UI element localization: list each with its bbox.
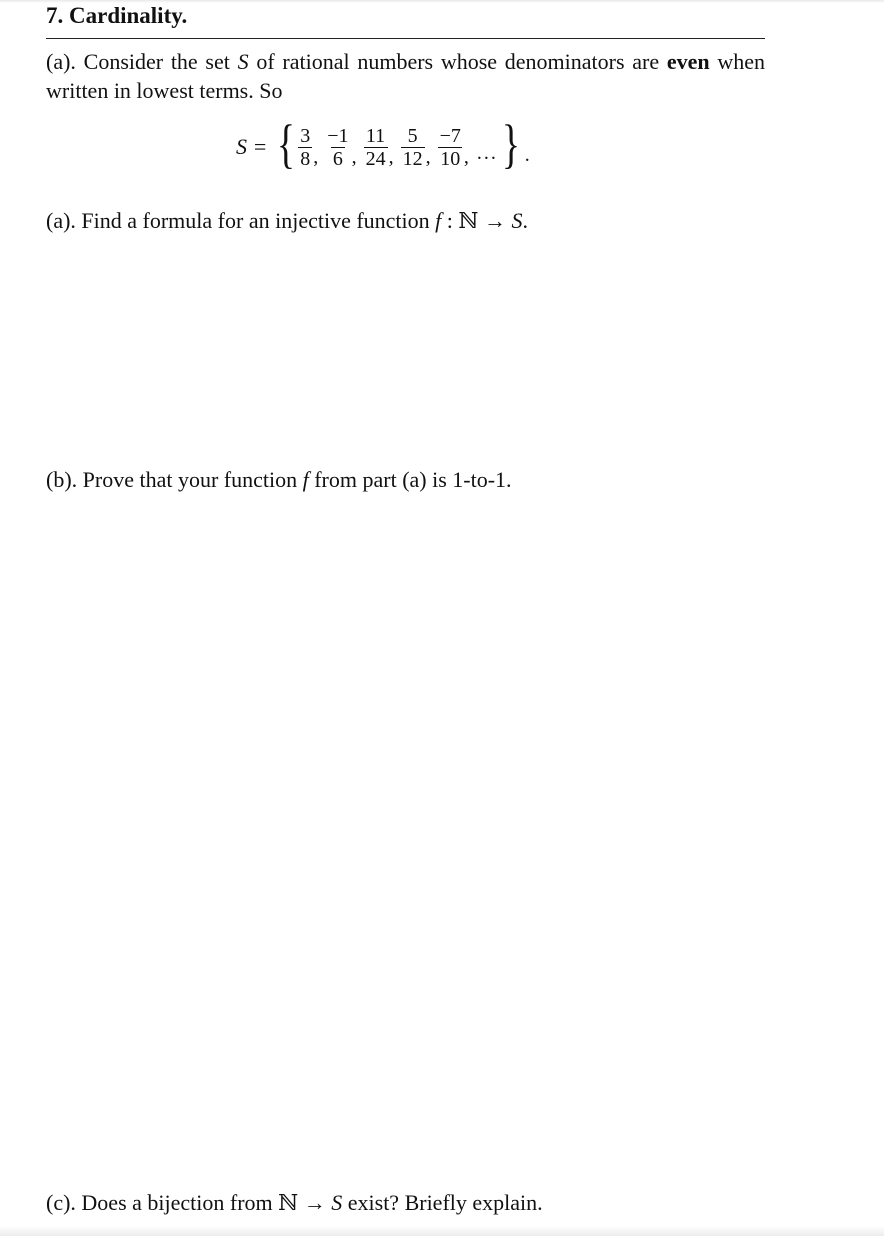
fraction — [438, 125, 463, 170]
numerator: 5 — [407, 124, 418, 147]
comma: , — [388, 145, 394, 168]
problem-title: 7. Cardinality. — [46, 3, 188, 28]
numerator: 11 — [365, 124, 386, 147]
question-b-text: (b). Prove that your function — [46, 467, 303, 492]
set-equation — [236, 114, 530, 180]
intro-text-3: when written in lowest terms. So — [46, 49, 766, 103]
comma: , — [425, 145, 431, 168]
question-c — [46, 1188, 543, 1217]
denominator: 12 — [402, 147, 423, 170]
question-a-text: (a). Find a formula for an injective function — [46, 208, 436, 233]
page-bottom-edge — [0, 1226, 884, 1236]
problem-intro — [46, 47, 765, 105]
ellipsis: ... — [476, 141, 498, 164]
open-brace: { — [277, 114, 296, 174]
fraction — [364, 125, 388, 170]
question-c-text: (c). Does a bijection from ℕ → — [46, 1190, 332, 1215]
equation-lhs: S = — [236, 134, 268, 159]
title-rule — [46, 38, 765, 39]
question-b-end: from part (a) is 1-to-1. — [308, 467, 512, 492]
comma: , — [313, 145, 319, 168]
set-symbol: S — [331, 1190, 343, 1215]
denominator: 10 — [440, 147, 461, 170]
set-symbol: S — [511, 208, 523, 233]
mapping-text: : ℕ → — [441, 208, 512, 233]
question-b — [46, 465, 512, 494]
denominator: 24 — [365, 147, 386, 170]
function-symbol: f — [435, 208, 442, 233]
bold-even: even — [666, 49, 710, 74]
comma: , — [351, 145, 357, 168]
fraction — [401, 125, 425, 170]
close-brace: } — [501, 114, 520, 174]
set-symbol: S — [237, 49, 249, 74]
denominator: 8 — [300, 147, 311, 170]
question-a-end: . — [522, 208, 529, 233]
fraction — [325, 125, 350, 170]
equation-period: . — [524, 143, 530, 166]
numerator: −7 — [439, 124, 461, 147]
function-symbol: f — [302, 467, 309, 492]
numerator: −1 — [327, 124, 349, 147]
intro-text-1: (a). Consider the set — [46, 49, 238, 74]
question-a — [46, 206, 528, 235]
numerator: 3 — [300, 124, 311, 147]
intro-text-2: of rational numbers whose denominators are — [248, 49, 667, 74]
question-c-end: exist? Briefly explain. — [342, 1190, 543, 1215]
fraction — [298, 125, 312, 170]
comma: , — [463, 145, 469, 168]
denominator: 6 — [332, 147, 343, 170]
